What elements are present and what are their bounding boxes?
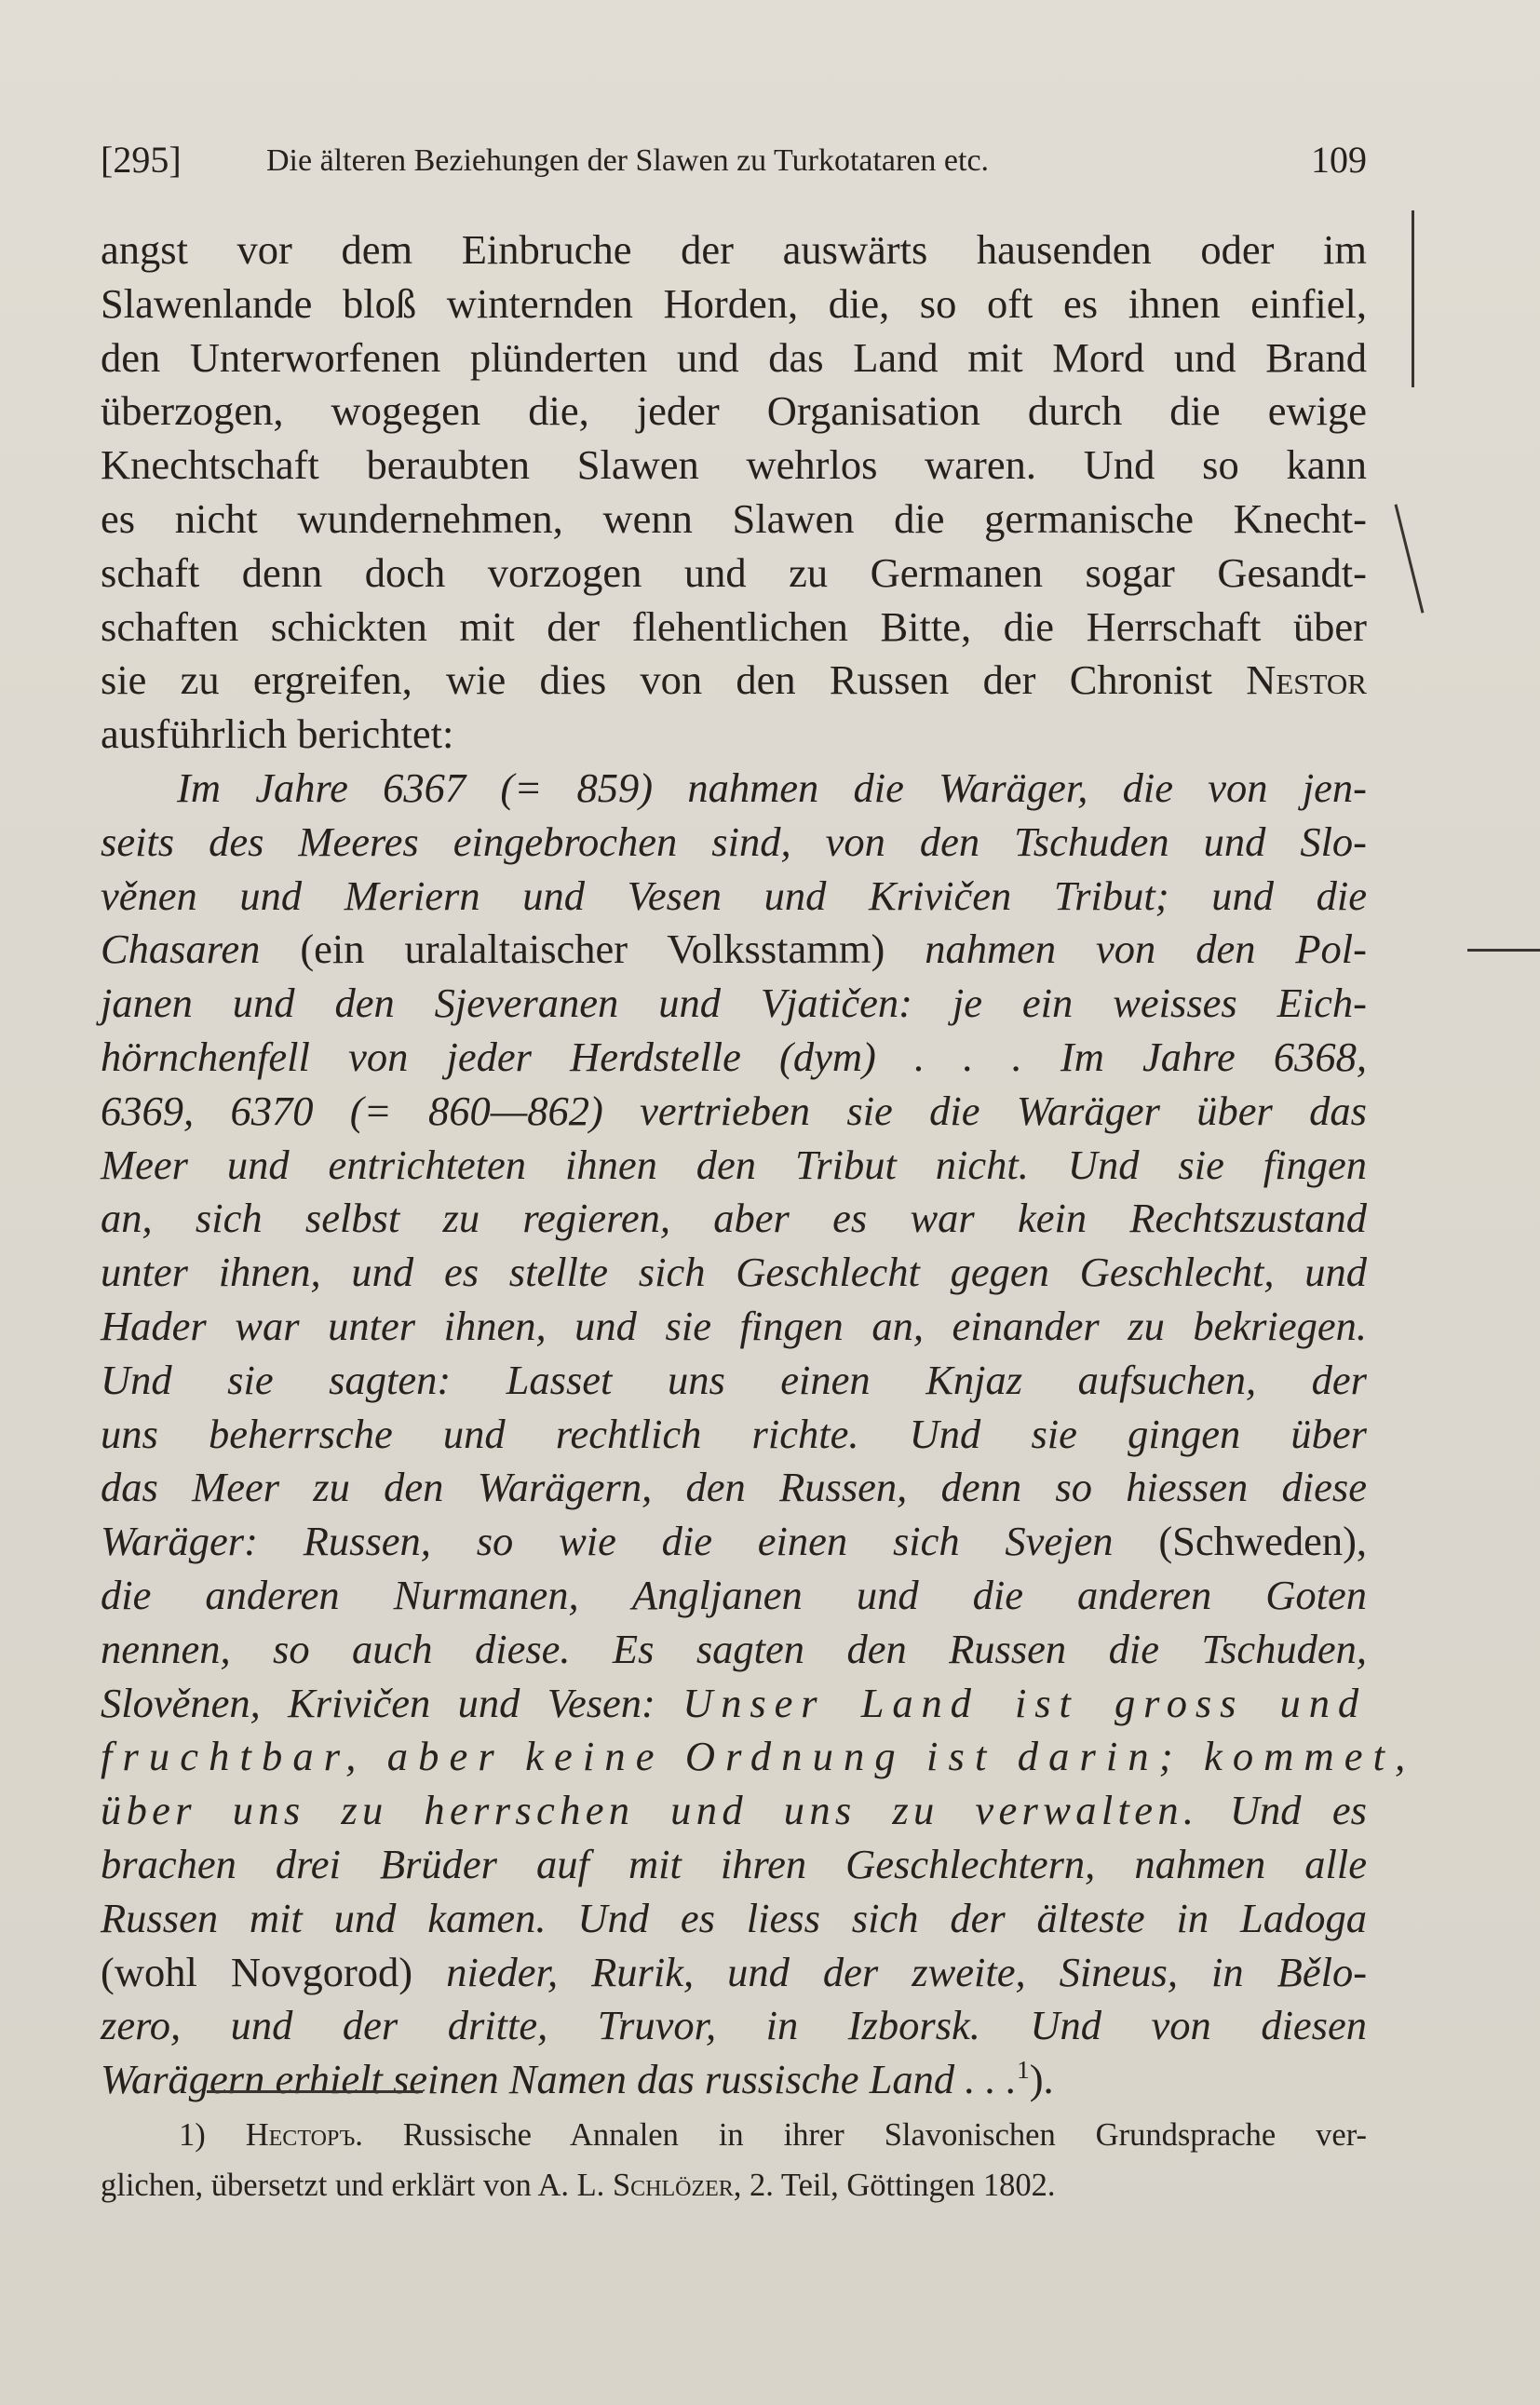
quote-line: zero, und der dritte, Truvor, in Izborsk. Und von diesen (101, 2002, 1367, 2049)
text-segment: Warägern erhielt seinen Namen das russische Land . . . (101, 2056, 1017, 2103)
footnote-divider (207, 2090, 423, 2093)
margin-line-mark (1395, 504, 1425, 613)
text-segment: nahmen von den Pol- (925, 926, 1367, 973)
quote-line: Meer und entrichteten ihnen den Tribut nicht. Und sie fingen (101, 1141, 1367, 1188)
author-name-schloezer: Schlözer (612, 2168, 734, 2203)
page-reference: [295] (101, 139, 182, 181)
quote-line: an, sich selbst zu regieren, aber es war kein Rechtszustand (101, 1195, 1367, 1242)
text-segment: Slověnen, Krivičen und Vesen: (101, 1679, 655, 1726)
quote-line (101, 923, 1367, 977)
text-segment: glichen, übersetzt und erklärt von A. L. (101, 2168, 605, 2203)
text-segment: nieder, Rurik, und der zweite, Sineus, in Bělo- (446, 1948, 1368, 1995)
text-line: Slawenlande bloß winternden Horden, die, so oft es ihnen einfiel, (101, 279, 1367, 327)
text-line: es nicht wundernehmen, wenn Slawen die germanische Knecht- (101, 494, 1367, 542)
quote-line: Hader war unter ihnen, und sie fingen an, einander zu bekriegen. (101, 1302, 1367, 1349)
footnote-number: 1) (179, 2117, 206, 2153)
spaced-text: über uns zu herrschen und uns zu verwalten. (101, 1787, 1199, 1834)
text-line (101, 654, 1367, 708)
margin-line-mark (1412, 210, 1414, 387)
cyrillic-title: Несторъ. (245, 2117, 363, 2153)
page-number: 109 (1311, 139, 1367, 181)
text-segment: sie zu ergreifen, wie dies von den Russen der Chronist (101, 656, 1212, 704)
margin-dash-mark (1467, 949, 1540, 952)
text-segment: Waräger: Russen, so wie die einen sich Svejen (101, 1518, 1114, 1565)
text-line: Knechtschaft beraubten Slawen wehrlos waren. Und so kann (101, 441, 1367, 489)
quote-line: Und sie sagten: Lasset uns einen Knjaz aufsuchen, der (101, 1356, 1367, 1403)
body-text (101, 223, 1416, 2107)
text-line: angst vor dem Einbruche der auswärts hausenden oder im (101, 226, 1367, 273)
quote-line: hörnchenfell von jeder Herdstelle (dym) . . . Im Jahre 6368, (101, 1033, 1367, 1080)
quote-line: nennen, so auch diese. Es sagten den Russen die Tschuden, (101, 1625, 1367, 1672)
footnote-marker: 1 (1016, 2055, 1030, 2085)
quote-line: die anderen Nurmanen, Angljanen und die anderen Goten (101, 1571, 1367, 1618)
text-line: überzogen, wogegen die, jeder Organisation durch die ewige (101, 387, 1367, 435)
quote-line: 6369, 6370 (= 860—862) vertrieben sie die Waräger über das (101, 1087, 1367, 1134)
quote-line: Russen mit und kamen. Und es liess sich der älteste in Ladoga (101, 1894, 1367, 1941)
text-segment: Und es (1229, 1787, 1367, 1834)
text-segment: Russische Annalen in ihrer Slavonischen Grundsprache ver- (402, 2117, 1368, 2153)
spaced-text: Unser Land ist gross und (682, 1679, 1367, 1726)
text-line: ausführlich berichtet: (101, 710, 454, 758)
quote-line (101, 2053, 1367, 2107)
text-line: schaft denn doch vorzogen und zu Germanen sogar Gesandt- (101, 548, 1367, 596)
text-segment: (ein uralaltaischer Volksstamm) (300, 926, 885, 973)
spaced-quote-line: fruchtbar, aber keine Ordnung ist darin; kommet, (101, 1733, 1416, 1780)
running-title: Die älteren Beziehungen der Slawen zu Turkotataren etc. (266, 143, 990, 178)
text-segment: (wohl Novgorod) (101, 1948, 413, 1995)
footnote (101, 2110, 1367, 2210)
text-segment: (Schweden), (1158, 1518, 1368, 1565)
running-header (101, 138, 1367, 190)
quote-line: janen und den Sjeveranen und Vjatičen: je ein weisses Eich- (101, 980, 1367, 1027)
text-segment: ). (1029, 2056, 1054, 2103)
quote-line: Im Jahre 6367 (= 859) nahmen die Waräger, die von jen- (177, 763, 1367, 811)
quote-line (101, 1677, 1367, 1731)
quote-line (101, 1515, 1367, 1569)
quote-line: unter ihnen, und es stellte sich Geschlecht gegen Geschlecht, und (101, 1249, 1367, 1296)
text-segment: , 2. Teil, Göttingen 1802. (733, 2168, 1056, 2203)
quote-line (101, 1784, 1367, 1838)
quote-line (101, 1946, 1367, 2000)
text-line: schaften schickten mit der flehentlichen Bitte, die Herrschaft über (101, 602, 1367, 650)
author-name-nestor: Nestor (1246, 656, 1367, 704)
quote-line: brachen drei Brüder auf mit ihren Geschlechtern, nahmen alle (101, 1840, 1367, 1887)
footnote-line (101, 2160, 1367, 2210)
quote-line: uns beherrsche und rechtlich richte. Und sie gingen über (101, 1410, 1367, 1457)
text-segment: Chasaren (101, 926, 261, 973)
footnote-line (101, 2110, 1367, 2160)
quote-line: věnen und Meriern und Vesen und Krivičen Tribut; und die (101, 871, 1367, 919)
quote-line: seits des Meeres eingebrochen sind, von den Tschuden und Slo- (101, 817, 1367, 865)
text-line: den Unterworfenen plünderten und das Land mit Mord und Brand (101, 333, 1367, 381)
quote-line: das Meer zu den Warägern, den Russen, denn so hiessen diese (101, 1464, 1367, 1511)
